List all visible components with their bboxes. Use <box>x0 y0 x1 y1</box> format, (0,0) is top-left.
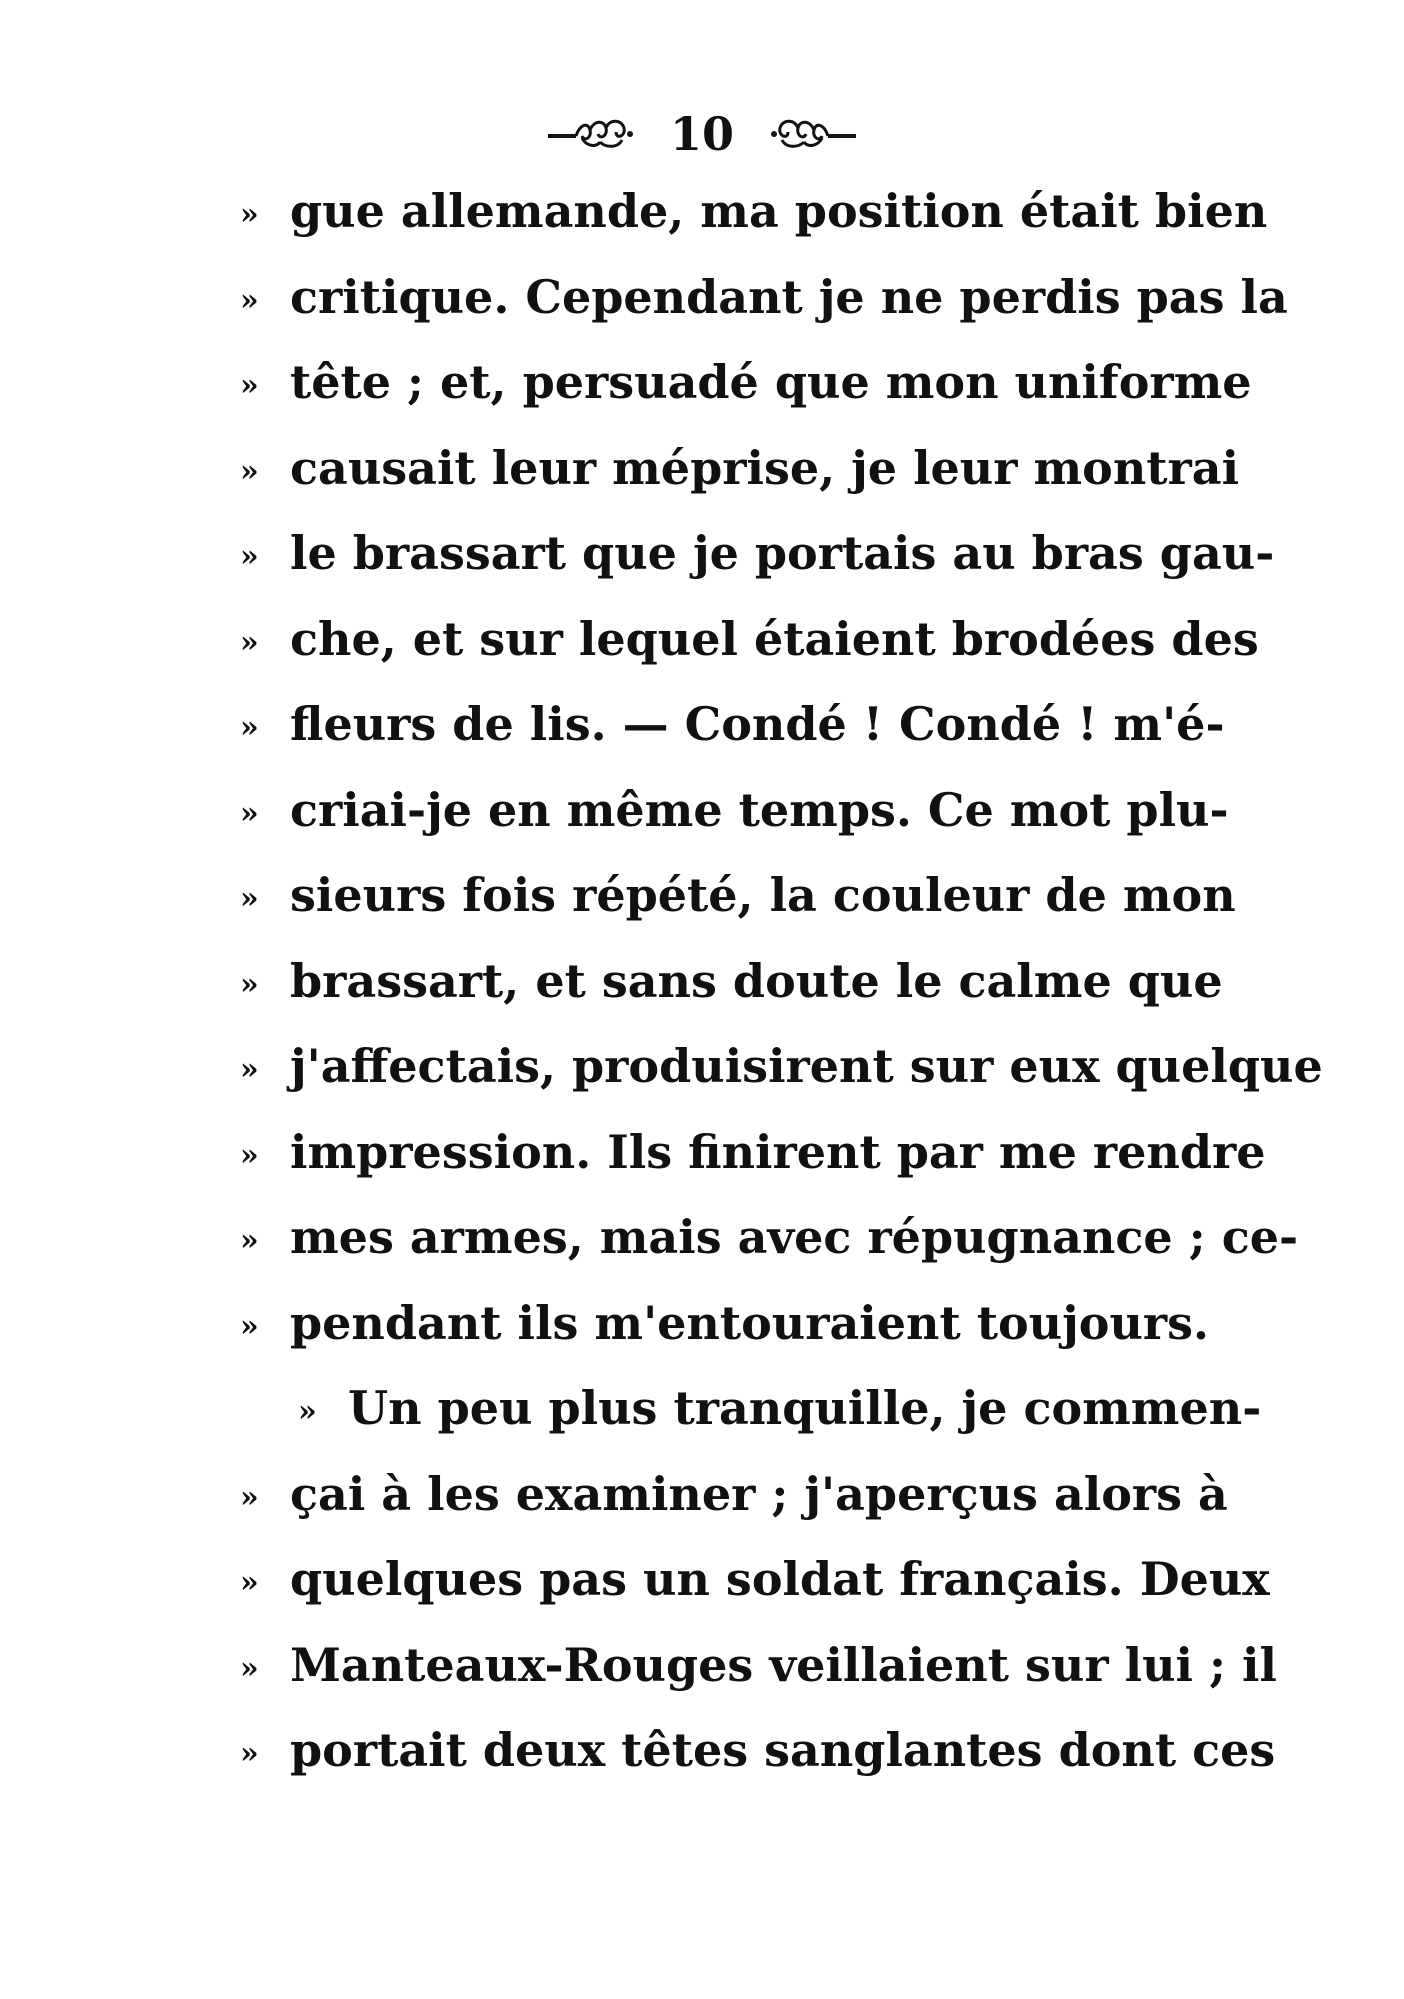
line-text: gue allemande, ma position était bien <box>290 184 1268 238</box>
text-line <box>240 1209 1299 1295</box>
line-text: fleurs de lis. — Condé ! Condé ! m'é- <box>290 697 1225 751</box>
left-fleuron-icon <box>546 104 636 164</box>
line-text: Manteaux-Rouges veillaient sur lui ; il <box>290 1637 1277 1692</box>
page-number: 10 <box>669 107 734 161</box>
text-line <box>240 354 1252 440</box>
quote-mark: » <box>240 539 259 574</box>
line-text: pendant ils m'entouraient toujours. <box>290 1295 1210 1350</box>
line-text: Un peu plus tranquille, je commen- <box>348 1381 1262 1435</box>
line-text: portait deux têtes sanglantes dont ces <box>290 1723 1276 1777</box>
text-line <box>240 1551 1270 1637</box>
line-text: critique. Cependant je ne perdis pas la <box>290 269 1288 324</box>
line-text: causait leur méprise, je leur montrai <box>290 440 1240 495</box>
text-line <box>240 1124 1266 1210</box>
text-line <box>240 1637 1277 1723</box>
line-text: quelques pas un soldat français. Deux <box>290 1552 1270 1606</box>
line-text: tête ; et, persuadé que mon uniforme <box>290 355 1252 409</box>
text-line <box>240 696 1225 782</box>
text-line <box>240 440 1240 526</box>
text-line <box>240 525 1275 611</box>
line-text: mes armes, mais avec répugnance ; ce- <box>290 1210 1299 1264</box>
text-line <box>240 183 1268 269</box>
quote-mark: » <box>240 1308 259 1344</box>
quote-mark: » <box>240 453 259 489</box>
quote-mark: » <box>240 1736 259 1771</box>
text-line <box>240 953 1223 1039</box>
quote-mark: » <box>240 1650 259 1686</box>
quote-mark: » <box>240 1479 259 1515</box>
line-text: che, et sur lequel étaient brodées des <box>290 611 1259 666</box>
text-line-paragraph-start <box>240 1380 1262 1466</box>
quote-mark: » <box>240 624 259 660</box>
quote-mark: » <box>240 1052 259 1087</box>
text-line <box>240 269 1288 355</box>
quote-mark: » <box>240 881 259 916</box>
quote-mark: » <box>240 282 259 318</box>
quote-mark: » <box>240 1137 259 1173</box>
text-line <box>240 1722 1276 1808</box>
quote-mark: » <box>240 197 259 232</box>
line-text: çai à les examiner ; j'aperçus alors à <box>290 1466 1228 1521</box>
line-text: criai-je en même temps. Ce mot plu- <box>290 782 1229 837</box>
right-fleuron-icon <box>768 104 858 164</box>
quote-mark: » <box>240 795 259 831</box>
text-line <box>240 1038 1323 1124</box>
line-text: brassart, et sans doute le calme que <box>290 953 1223 1008</box>
quote-mark: » <box>240 368 259 403</box>
text-line <box>240 1295 1210 1381</box>
text-line <box>240 611 1259 697</box>
text-line <box>240 782 1229 868</box>
quote-mark: » <box>240 1565 259 1600</box>
page-header <box>0 100 1404 164</box>
text-line <box>240 867 1236 953</box>
text-line <box>240 1466 1228 1552</box>
quote-mark: » <box>298 1394 317 1429</box>
body-text <box>240 183 1323 1808</box>
quote-mark: » <box>240 966 259 1002</box>
line-text: impression. Ils finirent par me rendre <box>290 1124 1266 1179</box>
quote-mark: » <box>240 1223 259 1258</box>
line-text: sieurs fois répété, la couleur de mon <box>290 868 1236 922</box>
quote-mark: » <box>240 710 259 745</box>
line-text: j'affectais, produisirent sur eux quelque <box>290 1039 1323 1093</box>
line-text: le brassart que je portais au bras gau- <box>290 526 1275 580</box>
